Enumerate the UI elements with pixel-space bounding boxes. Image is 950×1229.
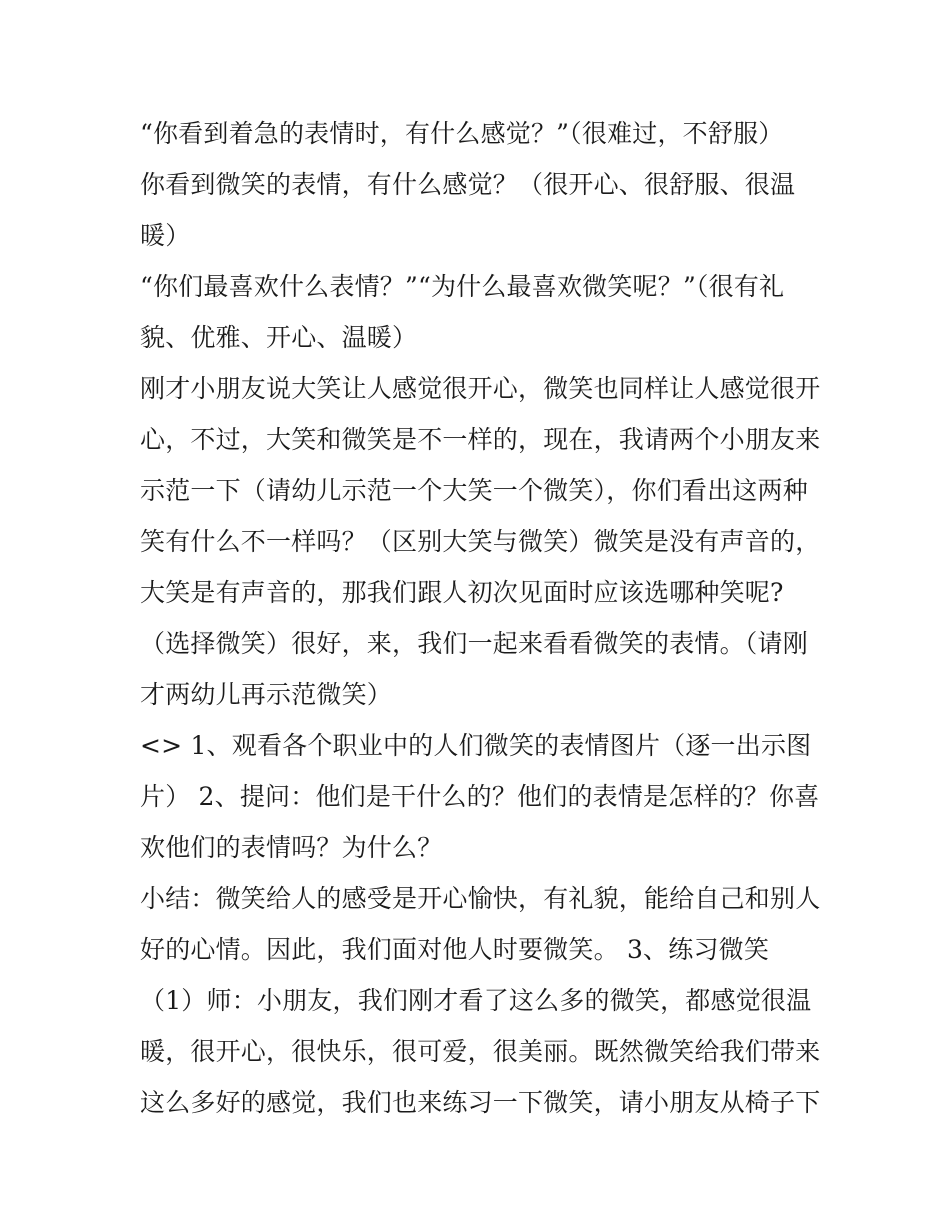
text-line: 这么多好的感觉，我们也来练习一下微笑，请小朋友从椅子下	[140, 1088, 821, 1117]
text-line: （选择微笑）很好，来，我们一起来看看微笑的表情。（请刚	[140, 629, 808, 658]
text-line: 片） 2、提问：他们是干什么的？他们的表情是怎样的？你喜	[140, 782, 820, 811]
text-line: “你们最喜欢什么表情？”“为什么最喜欢微笑呢？”（很有礼	[140, 272, 785, 301]
text-line: 你看到微笑的表情，有什么感觉？（很开心、很舒服、很温	[140, 170, 796, 199]
text-line: 才两幼儿再示范微笑）	[140, 680, 393, 709]
text-line: 心，不过，大笑和微笑是不一样的，现在，我请两个小朋友来	[140, 425, 821, 454]
text-line: 暖）	[140, 221, 191, 250]
text-line: 笑有什么不一样吗？（区别大笑与微笑）微笑是没有声音的，	[140, 527, 821, 556]
text-line: （1）师：小朋友，我们刚才看了这么多的微笑，都感觉很温	[140, 986, 812, 1015]
text-line: 暖，很开心，很快乐，很可爱，很美丽。既然微笑给我们带来	[140, 1037, 821, 1066]
text-line: 好的心情。因此，我们面对他人时要微笑。 3、练习微笑	[140, 935, 770, 964]
document-body	[140, 108, 820, 1128]
text-line: <> 1、观看各个职业中的人们微笑的表情图片（逐一出示图	[140, 731, 812, 760]
text-line: 欢他们的表情吗？为什么？	[140, 833, 443, 862]
text-line: 貌、优雅、开心、温暖）	[140, 323, 418, 352]
text-line: 示范一下（请幼儿示范一个大笑一个微笑），你们看出这两种	[140, 476, 808, 505]
text-line: 大笑是有声音的，那我们跟人初次见面时应该选哪种笑呢?	[140, 578, 784, 607]
text-line: 刚才小朋友说大笑让人感觉很开心，微笑也同样让人感觉很开	[140, 374, 821, 403]
text-line: 小结：微笑给人的感受是开心愉快，有礼貌，能给自己和别人	[140, 884, 821, 913]
text-line: “你看到着急的表情时，有什么感觉？”（很难过，不舒服）	[140, 119, 784, 148]
